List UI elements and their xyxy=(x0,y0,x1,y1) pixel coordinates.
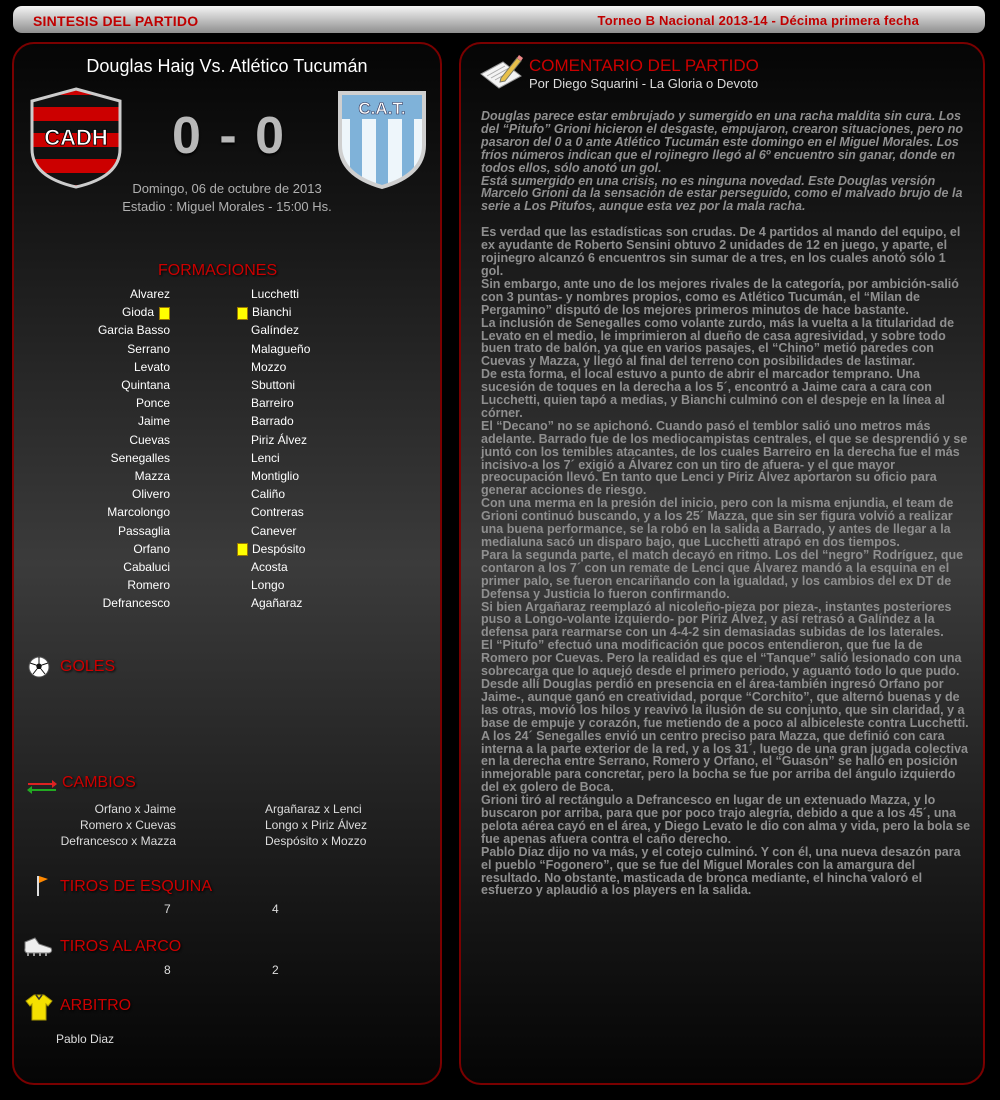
player-name: Agañaraz xyxy=(251,596,303,611)
away-change-3: Despósito x Mozzo xyxy=(265,834,367,848)
commentary-title: COMENTARIO DEL PARTIDO xyxy=(529,56,759,75)
changes-title: CAMBIOS xyxy=(62,774,136,791)
player-name: Caliño xyxy=(251,487,286,502)
player-name: Olivero xyxy=(131,487,170,502)
player-name: Orfano xyxy=(133,541,170,556)
home-player xyxy=(54,524,170,542)
player-name: Contreras xyxy=(251,505,304,520)
player-name: Senegalles xyxy=(110,450,170,465)
commentary-paragraph: Sin embargo, ante uno de los mejores rivales de la categoría, por ambición-salió con 3 puntas- y nombres propios, como es Atlético Tucumán, el “Milan de Pergamino” disputó de los mejores primeros minutos de hace bastante. xyxy=(481,276,959,317)
home-player xyxy=(54,578,170,596)
home-player xyxy=(54,378,170,396)
yellow-card-icon xyxy=(237,307,248,320)
atletico-tucuman-crest xyxy=(334,87,430,189)
away-player xyxy=(251,542,421,560)
player-name: Jaime xyxy=(137,414,170,429)
player-name: Barreiro xyxy=(251,396,294,411)
commentary-paragraph: A los 24´ Senegalles envió un centro preciso para Mazza, que definió con cara interna a la parte exterior de la red, y a los 31´, luego de una gran jugada colectiva en la derecha entre Serrano, Romero y Orfano, el “Guasón” se halló en posición inmejorable para concretar, pero la bocha se fue por arriba del ángulo izquierdo del ex golero de Boca. xyxy=(481,728,968,795)
away-player xyxy=(251,396,421,414)
player-name: Ponce xyxy=(135,396,170,411)
player-name: Passaglia xyxy=(117,523,170,538)
home-player xyxy=(54,396,170,414)
commentary-paragraph: El “Pitufo” efectuó una modificación que pocos entendieron, que fue la de Romero por Cuevas. Pero la realidad es que el “Tanque” salió lesionado con una sobrecarga que lo aquejó desde el primero periodo, y aguantó todo lo que pudo. xyxy=(481,638,962,679)
substitution-arrows-icon xyxy=(26,778,58,794)
player-name: Acosta xyxy=(251,560,288,574)
commentary-paragraph: Pablo Díaz dijo no va más, y el cotejo culminó. Y con él, una nueva desazón para el pueblo “Fogonero”, que se fue del Miguel Morales con la amargura del resultado. No obstante, masticada de bronca mediante, el hincha valoró el esfuerzo y aplaudió a los players en la salida. xyxy=(481,844,961,898)
match-summary-panel xyxy=(12,42,442,1085)
home-player xyxy=(54,360,170,378)
home-player xyxy=(54,505,170,523)
soccer-boot-icon xyxy=(22,934,54,958)
player-name: Montiglio xyxy=(251,469,300,483)
player-name: Lenci xyxy=(251,450,280,465)
home-player xyxy=(54,305,170,323)
match-venue: Estadio : Miguel Morales - 15:00 Hs. xyxy=(122,199,332,214)
player-name: Sbuttoni xyxy=(251,378,296,392)
referee-title: ARBITRO xyxy=(60,997,132,1014)
home-player xyxy=(54,451,170,469)
away-player xyxy=(251,305,421,323)
player-name: Bianchi xyxy=(252,305,292,320)
player-name: Longo xyxy=(251,578,285,593)
formations-title: FORMACIONES xyxy=(158,262,278,279)
match-date: Domingo, 06 de octubre de 2013 xyxy=(132,181,322,196)
away-change-2: Longo x Piriz Álvez xyxy=(265,818,368,832)
home-player xyxy=(54,596,170,614)
away-player xyxy=(251,487,421,505)
commentary-paragraph: Desde allí Douglas perdió en presencia en el área-también ingresó Orfano por Jaime-, aunque ganó en creatividad, porque “Corchito”, que alternó buenas y de las otras, movió los hilos y reavivó la ilusión de su conjunto, que sin claridad, y a base de empuje y corazón, fue metiendo de a poco al albiceleste contra Lucchetti. xyxy=(481,676,969,730)
commentary-paragraph: Con una merma en la presión del inicio, pero con la misma enjundia, el team de Grioni continuó buscando, y a los 25´ Mazza, que sin ser figura volvió a realizar una buena performance, se la robó en la salida a Barrado, y antes de llegar a la medialuna sacó un disparo bajo, que Lucchetti atrapó en dos tiempos. xyxy=(481,496,954,549)
soccer-ball-icon xyxy=(28,656,50,678)
commentary-paragraph: La inclusión de Senegalles como volante zurdo, más la vuelta a la titularidad de Levato en el medio, le imprimieron al dueño de casa agresividad, y sobre todo buen trato de balón, ya que en varios pasajes, el “Chino” metió paredes con Cuevas y Mazza, y llegó al final del terreno con posibilidades de lastimar. xyxy=(481,315,955,369)
player-name: Cuevas xyxy=(129,432,170,447)
commentary-paragraph: Grioni tiró al rectángulo a Defrancesco en lugar de un extenuado Mazza, y lo buscaron por arriba, para que por poco trajo alegría, debido a que a los 45´, una pelota aérea cayó en el área, y Diego Levato le dio con alma y vida, pero la bola se fue apenas afuera contra el caño derecho. xyxy=(481,793,971,846)
top-bar-left-title: SINTESIS DEL PARTIDO xyxy=(33,13,199,29)
player-name: Gioda xyxy=(121,305,154,320)
away-player xyxy=(251,342,421,360)
top-bar xyxy=(13,6,985,33)
away-player xyxy=(251,560,421,578)
referee-shirt-icon xyxy=(24,992,54,1022)
player-name: Mazza xyxy=(134,469,170,483)
player-name: Marcolongo xyxy=(107,505,170,520)
home-crest-text: CADH xyxy=(44,125,108,150)
player-name: Alvarez xyxy=(129,287,170,301)
home-player xyxy=(54,433,170,451)
away-crest-text: C.A.T. xyxy=(358,99,406,118)
away-player xyxy=(251,414,421,432)
top-bar-right-title: Torneo B Nacional 2013-14 - Décima primera fecha xyxy=(597,13,919,28)
player-name: Despósito xyxy=(252,541,306,556)
commentary-paragraph: De esta forma, el local estuvo a punto de abrir el marcador temprano. Una sucesión de toques en la derecha a los 5´, encontró a Jaime cara a cara con Lucchetti, quien tapó a medias, y Bianchi culminó con el despeje en la línea al córner. xyxy=(481,367,946,420)
commentary-paragraph: Es verdad que las estadísticas son crudas. De 4 partidos al mando del equipo, el ex ayudante de Roberto Sensini obtuvo 2 unidades de 12 en juego, y aparte, el rojinegro alcanzó 6 encuentros sin sumar de a tres, en los cuales anotó sólo 1 gol. xyxy=(481,225,961,278)
away-player xyxy=(251,469,421,487)
notepad-pencil-icon xyxy=(479,52,523,92)
home-change-2: Romero x Cuevas xyxy=(79,818,176,832)
douglas-haig-crest xyxy=(28,87,124,189)
referee-name: Pablo Diaz xyxy=(56,1032,115,1046)
away-player xyxy=(251,323,421,341)
player-name: Levato xyxy=(133,359,170,374)
commentary-paragraph: Para la segunda parte, el match decayó en ritmo. Los del “negro” Rodríguez, que contaron a los 7´ con un remate de Lenci que Álvarez mandó a la esquina en el primer palo, se fueron encariñando con la igualdad, y los cambios del ex DT de Defensa y Justicia lo fueron confirmando. xyxy=(481,547,964,601)
corners-title: TIROS DE ESQUINA xyxy=(60,878,213,895)
home-player xyxy=(54,287,170,305)
player-name: Piriz Álvez xyxy=(251,432,308,447)
away-player xyxy=(251,378,421,396)
corner-flag-icon xyxy=(34,874,50,896)
player-name: Cabaluci xyxy=(123,560,170,574)
player-name: Quintana xyxy=(121,378,170,392)
home-shots: 8 xyxy=(164,963,171,977)
away-player xyxy=(251,596,421,614)
away-change-1: Argañaraz x Lenci xyxy=(265,802,362,816)
commentary-paragraph: Si bien Argañaraz reemplazó al nicoleño-pieza por pieza-, instantes posteriores puso a Longo-volante izquierdo- por Píriz Álvez, y así retrasó a Galíndez a la defensa para rearmarse con un 4-4-2 sin demasiadas subidas de los laterales. xyxy=(481,599,952,640)
home-player xyxy=(54,342,170,360)
commentary-author: Por Diego Squarini - La Gloria o Devoto xyxy=(529,76,759,91)
away-player xyxy=(251,360,421,378)
away-player xyxy=(251,451,421,469)
player-name: Canever xyxy=(251,523,297,538)
player-name: Serrano xyxy=(127,341,170,356)
player-name: Garcia Basso xyxy=(97,323,170,338)
away-player xyxy=(251,578,421,596)
commentary-paragraph: El “Decano” no se apichonó. Cuando pasó el temblor salió uno metros más adelante. Barrado fue de los mediocampistas centrales, el que se desprendió y se juntó con los temibles atacantes, de los cuales Barreiro en la derecha fue el más incisivo-a los 7´ exigió a Álvarez con un tiro de afuera- y el que mayor preocupación llevó. En tanto que Lenci y Píriz Álvez aportaron su oficio para generar acciones de riesgo. xyxy=(481,418,968,498)
score: 0 - 0 xyxy=(171,107,287,165)
goals-title: GOLES xyxy=(60,658,116,675)
commentary-paragraph: Douglas parece estar embrujado y sumergido en una racha maldita sin cura. Los del “Pitufo” Grioni hicieron el desgaste, empujaron, crearon situaciones, pero no pasaron del 0 a 0 ante Atlético Tucumán este domingo en el Miguel Morales. Los fríos números indican que el rojinegro llegó al 6º encuentro sin ganar, donde en todos ellos, sólo anotó un gol. xyxy=(481,109,964,175)
away-shots: 2 xyxy=(272,963,279,977)
yellow-card-icon xyxy=(237,543,248,556)
player-name: Malagueño xyxy=(251,341,311,356)
home-player xyxy=(54,469,170,487)
yellow-card-icon xyxy=(159,307,170,320)
home-player xyxy=(54,487,170,505)
shots-title: TIROS AL ARCO xyxy=(60,938,182,955)
player-name: Barrado xyxy=(251,414,294,429)
home-player xyxy=(54,414,170,432)
player-name: Defrancesco xyxy=(102,596,170,611)
match-info xyxy=(14,180,440,216)
home-player xyxy=(54,542,170,560)
away-player xyxy=(251,505,421,523)
away-player xyxy=(251,433,421,451)
player-name: Mozzo xyxy=(251,359,287,374)
away-corners: 4 xyxy=(272,902,279,916)
player-name: Romero xyxy=(127,578,170,593)
match-title: Douglas Haig Vs. Atlético Tucumán xyxy=(86,56,368,76)
commentary-paragraph: Está sumergido en una crisis, no es ninguna novedad. Este Douglas versión Marcelo Grioni da la sensación de estar perseguido, como el malvado brujo de la serie a Los Pitufos, aunque esta vez por la mala racha. xyxy=(481,173,963,214)
away-player xyxy=(251,524,421,542)
player-name: Galíndez xyxy=(251,323,300,338)
home-player xyxy=(54,323,170,341)
commentary-body xyxy=(481,110,971,897)
home-change-3: Defrancesco x Mazza xyxy=(60,834,176,848)
match-commentary-panel xyxy=(459,42,985,1085)
home-player xyxy=(54,560,170,578)
away-player xyxy=(251,287,421,305)
player-name: Lucchetti xyxy=(251,287,300,301)
home-corners: 7 xyxy=(164,902,171,916)
home-change-1: Orfano x Jaime xyxy=(94,802,176,816)
